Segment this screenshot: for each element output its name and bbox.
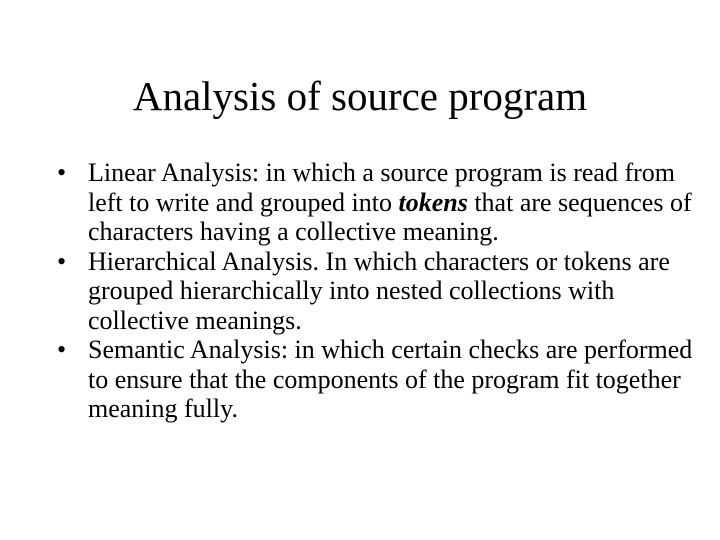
bullet-icon: •	[57, 246, 67, 276]
bullet-item-semantic-analysis	[57, 335, 697, 424]
bullet-text-part: Linear Analysis: in which a source program is read from left to write and grouped into	[88, 158, 675, 217]
emphasis-tokens: tokens	[398, 187, 468, 217]
bullet-icon: •	[57, 158, 67, 187]
bullet-list	[57, 158, 697, 424]
bullet-text: Semantic Analysis: in which certain checks are performed to ensure that the components of the program fit together meaning fully.	[88, 335, 693, 423]
bullet-text-part: that are sequences of characters having a collective meaning.	[88, 187, 692, 246]
bullet-text: Hierarchical Analysis. In which characters or tokens are grouped hierarchically into nested collections with collective meanings.	[88, 246, 670, 335]
bullet-item-hierarchical-analysis	[57, 247, 697, 336]
bullet-icon: •	[57, 335, 67, 364]
slide-title: Analysis of source program	[132, 73, 588, 119]
bullet-item-linear-analysis	[57, 158, 697, 247]
